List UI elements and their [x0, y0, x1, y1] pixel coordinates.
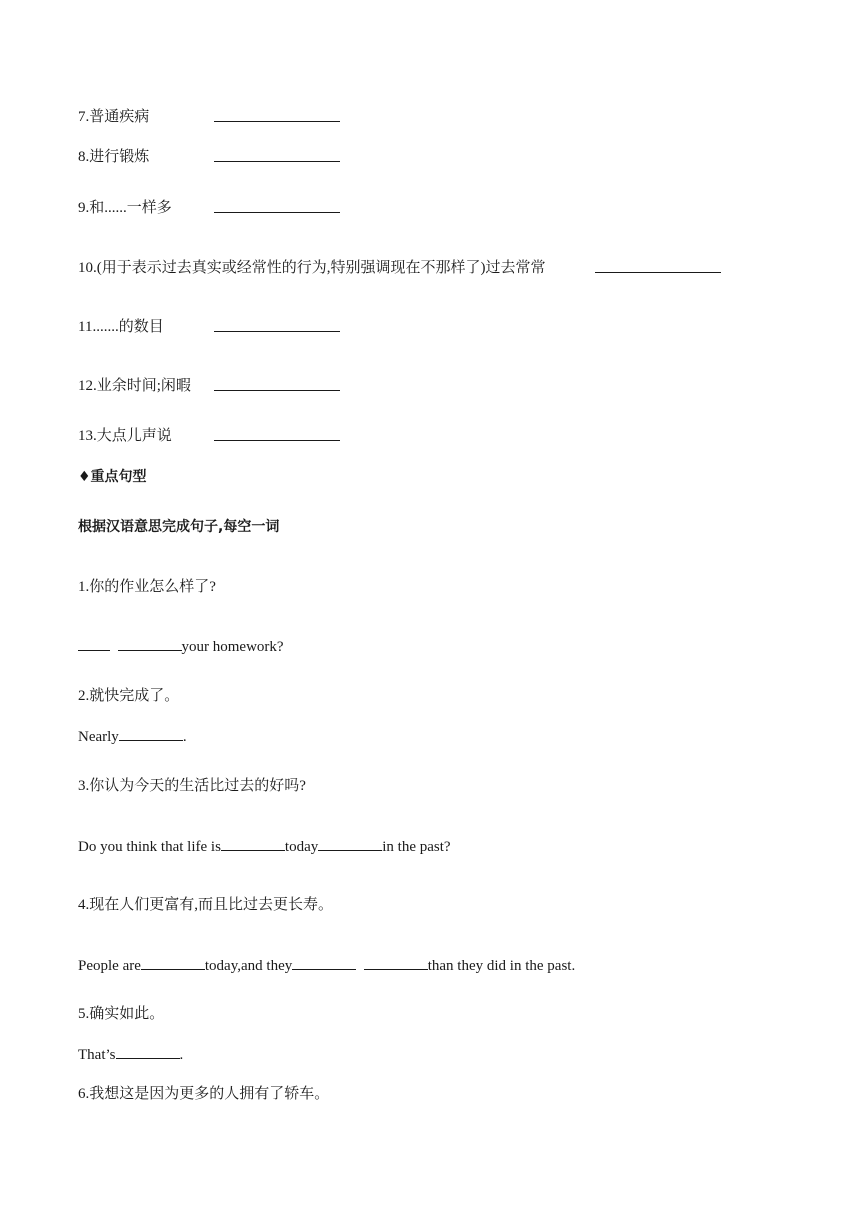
sentence-5-english [78, 1044, 183, 1065]
vocab-item-12-blank[interactable] [214, 376, 340, 397]
sentence-2-blank-1[interactable] [119, 726, 183, 741]
vocab-item-9-label: 9.和......一样多 [78, 200, 172, 216]
vocab-item-10-label: 10.(用于表示过去真实或经常性的行为,特别强调现在不那样了)过去常常 [78, 260, 546, 276]
vocab-item-12-label: 12.业余时间;闲暇 [78, 378, 191, 394]
sentence-1-english [78, 636, 284, 657]
sentence-5-chinese: 5.确实如此。 [78, 1006, 165, 1022]
sentence-5-blank-1[interactable] [116, 1044, 180, 1059]
sentence-4-part-b: today,and they [204, 958, 293, 974]
sentence-1-chinese: 1.你的作业怎么样了? [78, 579, 216, 595]
sentence-6-chinese: 6.我想这是因为更多的人拥有了轿车。 [78, 1086, 330, 1102]
vocab-item-11-blank[interactable] [214, 317, 340, 338]
vocab-item-13-label: 13.大点儿声说 [78, 428, 172, 444]
sentence-2-english [78, 726, 187, 747]
sentence-3-english [78, 836, 451, 857]
sentence-5-tail: . [179, 1047, 184, 1063]
vocab-item-9-blank[interactable] [214, 198, 340, 219]
sentence-2-tail: . [182, 729, 187, 745]
sentence-5-head: That’s [78, 1047, 116, 1063]
sentence-3-part-b: today [284, 839, 319, 855]
vocab-item-13-blank[interactable] [214, 426, 340, 447]
sentence-2-chinese: 2.就快完成了。 [78, 688, 180, 704]
sentence-1-blank-2[interactable] [118, 636, 182, 651]
sentence-4-part-a: People are [78, 958, 141, 974]
vocab-item-7-blank[interactable] [214, 107, 340, 128]
sentence-4-english [78, 955, 575, 976]
vocab-item-8-label: 8.进行锻炼 [78, 149, 150, 165]
sentence-4-blank-3[interactable] [364, 955, 428, 970]
sentence-1-tail: your homework? [181, 639, 284, 655]
vocab-item-7-label: 7.普通疾病 [78, 109, 150, 125]
sentence-3-blank-1[interactable] [221, 836, 285, 851]
sentence-2-head: Nearly [78, 729, 119, 745]
sentence-3-blank-2[interactable] [318, 836, 382, 851]
vocab-item-8-blank[interactable] [214, 147, 340, 168]
vocab-item-11-label: 11.......的数目 [78, 319, 164, 335]
sentence-4-blank-1[interactable] [141, 955, 205, 970]
vocab-item-10-blank[interactable] [595, 258, 721, 279]
section-instruction: 根据汉语意思完成句子,每空一词 [78, 519, 280, 535]
sentence-4-blank-2[interactable] [292, 955, 356, 970]
sentence-3-part-a: Do you think that life is [78, 839, 221, 855]
sentence-4-part-c: than they did in the past. [427, 958, 576, 974]
sentence-1-blank-1[interactable] [78, 636, 110, 651]
sentence-4-chinese: 4.现在人们更富有,而且比过去更长寿。 [78, 897, 334, 913]
sentence-3-part-c: in the past? [382, 839, 451, 855]
section-title: ♦重点句型 [78, 469, 147, 485]
sentence-3-chinese: 3.你认为今天的生活比过去的好吗? [78, 778, 306, 794]
